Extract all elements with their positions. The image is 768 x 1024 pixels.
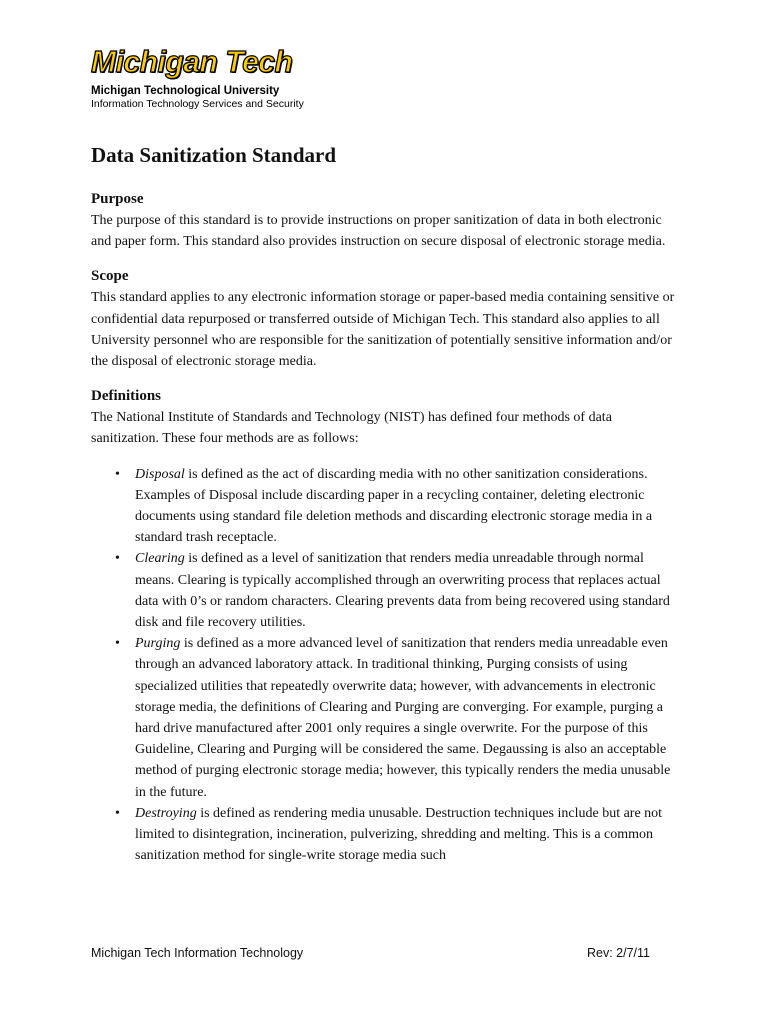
university-logo: [91, 44, 304, 111]
scope-heading: Scope: [91, 268, 129, 285]
list-item: [115, 548, 681, 633]
definition-text: is defined as a level of sanitization that renders media unreadable through normal means. Clearing is typically accomplished through an overwriting process that replaces actual data with 0’s or random characters. Clearing prevents data from being recovered using standard disk and file recovery utilities.: [135, 551, 670, 631]
bullet-icon: •: [115, 636, 120, 652]
bullet-icon: •: [115, 551, 120, 567]
scope-text: This standard applies to any electronic information storage or paper-based media containing sensitive or confidential data repurposed or transferred outside of Michigan Tech. This standard also applies to all University personnel who are responsible for the sanitization of potentially sensitive information and/or the disposal of electronic storage media.: [91, 290, 675, 370]
logo-department-name: Information Technology Services and Security: [91, 98, 304, 110]
document-title: Data Sanitization Standard: [91, 143, 337, 167]
definitions-intro: The National Institute of Standards and Technology (NIST) has defined four methods of data sanitization. These four methods are as follows:: [91, 410, 612, 447]
list-item: [115, 803, 681, 867]
footer-revision: Rev: 2/7/11: [587, 946, 651, 960]
footer-department: Michigan Tech Information Technology: [91, 946, 304, 960]
definition-term: Disposal: [135, 466, 185, 482]
definitions-section: [91, 386, 681, 866]
list-item: [115, 464, 681, 549]
scope-section: [91, 266, 681, 372]
list-item: [115, 633, 681, 803]
definition-text: is defined as the act of discarding media with no other sanitization considerations. Examples of Disposal include discarding paper in a recycling container, deleting electronic documents using standard file deletion methods and discarding electronic storage media in a standard trash receptacle.: [135, 466, 653, 546]
bullet-icon: •: [115, 466, 120, 482]
logo-wordmark: Michigan Tech: [91, 44, 293, 79]
definitions-heading: Definitions: [91, 388, 162, 405]
document-body: [91, 189, 681, 866]
logo-university-name: Michigan Technological University: [91, 85, 280, 97]
purpose-heading: Purpose: [91, 191, 144, 207]
definition-term: Clearing: [135, 551, 185, 567]
purpose-text: The purpose of this standard is to provide instructions on proper sanitization of data in both electronic and paper form. This standard also provides instruction on secure disposal of electronic storage media.: [91, 213, 666, 250]
purpose-section: [91, 189, 681, 252]
definition-term: Destroying: [135, 805, 197, 821]
definition-term: Purging: [135, 636, 181, 652]
definition-text: is defined as a more advanced level of sanitization that renders media unreadable even through an advanced laboratory attack. In traditional thinking, Purging consists of using specialized utilities that repeatedly overwrite data; however, with advancements in electronic storage media, the definitions of Clearing and Purging are converging. For example, purging a hard drive manufactured after 2001 only requires a single overwrite. For the purpose of this Guideline, Clearing and Purging will be considered the same. Degaussing is also an acceptable method of purging electronic storage media; however, this typically renders the media unusable in the future.: [135, 636, 671, 800]
bullet-icon: •: [115, 805, 120, 821]
definition-text: is defined as rendering media unusable. Destruction techniques include but are not limited to disintegration, incineration, pulverizing, shredding and melting. This is a common sanitization method for single-write storage media such: [135, 805, 663, 864]
sanitization-methods-list: [91, 464, 681, 867]
